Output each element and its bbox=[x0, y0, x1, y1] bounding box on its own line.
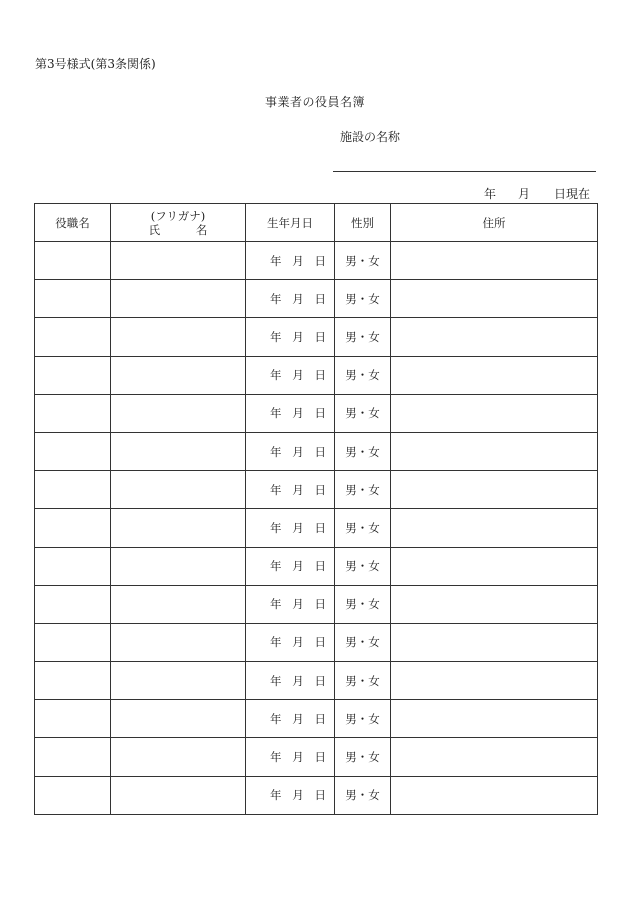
dob-cell[interactable] bbox=[246, 394, 335, 432]
form-number: 第3号様式(第3条関係) bbox=[35, 57, 156, 71]
address-cell[interactable] bbox=[391, 623, 598, 661]
sex-cell[interactable]: 男・女 bbox=[335, 738, 391, 776]
position-cell[interactable] bbox=[35, 509, 111, 547]
dob-day-label: 日 bbox=[314, 635, 326, 650]
dob-month-label: 月 bbox=[292, 711, 304, 726]
sex-cell[interactable]: 男・女 bbox=[335, 547, 391, 585]
address-cell[interactable] bbox=[391, 662, 598, 700]
header-furigana: (フリガナ) bbox=[150, 208, 206, 223]
sex-cell[interactable]: 男・女 bbox=[335, 356, 391, 394]
table-row bbox=[35, 242, 598, 280]
name-cell[interactable] bbox=[111, 394, 246, 432]
dob-year-label: 年 bbox=[270, 253, 282, 268]
name-cell[interactable] bbox=[111, 242, 246, 280]
dob-month-label: 月 bbox=[292, 635, 304, 650]
position-cell[interactable] bbox=[35, 547, 111, 585]
dob-day-label: 日 bbox=[314, 368, 326, 383]
dob-day-label: 日 bbox=[314, 788, 326, 803]
officer-roster-table bbox=[34, 203, 598, 815]
table-row bbox=[35, 471, 598, 509]
dob-cell[interactable] bbox=[246, 318, 335, 356]
dob-cell[interactable] bbox=[246, 471, 335, 509]
dob-day-label: 日 bbox=[314, 444, 326, 459]
position-cell[interactable] bbox=[35, 432, 111, 470]
dob-month-label: 月 bbox=[292, 482, 304, 497]
address-cell[interactable] bbox=[391, 700, 598, 738]
name-cell[interactable] bbox=[111, 738, 246, 776]
address-cell[interactable] bbox=[391, 547, 598, 585]
dob-year-label: 年 bbox=[270, 368, 282, 383]
dob-year-label: 年 bbox=[270, 673, 282, 688]
address-cell[interactable] bbox=[391, 776, 598, 814]
as-of-date bbox=[484, 185, 590, 202]
position-cell[interactable] bbox=[35, 280, 111, 318]
table-header-row bbox=[35, 204, 598, 242]
header-address: 住所 bbox=[391, 204, 598, 242]
dob-cell[interactable] bbox=[246, 432, 335, 470]
position-cell[interactable] bbox=[35, 623, 111, 661]
name-cell[interactable] bbox=[111, 623, 246, 661]
sex-cell[interactable]: 男・女 bbox=[335, 662, 391, 700]
name-cell[interactable] bbox=[111, 432, 246, 470]
table-row bbox=[35, 394, 598, 432]
position-cell[interactable] bbox=[35, 471, 111, 509]
position-cell[interactable] bbox=[35, 776, 111, 814]
dob-cell[interactable] bbox=[246, 700, 335, 738]
name-cell[interactable] bbox=[111, 776, 246, 814]
dob-cell[interactable] bbox=[246, 623, 335, 661]
dob-day-label: 日 bbox=[314, 253, 326, 268]
dob-day-label: 日 bbox=[314, 711, 326, 726]
sex-cell[interactable]: 男・女 bbox=[335, 509, 391, 547]
dob-year-label: 年 bbox=[270, 329, 282, 344]
address-cell[interactable] bbox=[391, 585, 598, 623]
dob-month-label: 月 bbox=[292, 291, 304, 306]
dob-month-label: 月 bbox=[292, 750, 304, 765]
dob-day-label: 日 bbox=[314, 673, 326, 688]
table-row bbox=[35, 585, 598, 623]
dob-year-label: 年 bbox=[270, 291, 282, 306]
dob-day-label: 日 bbox=[314, 597, 326, 612]
table-body bbox=[35, 242, 598, 815]
dob-cell[interactable] bbox=[246, 242, 335, 280]
facility-name-label: 施設の名称 bbox=[340, 130, 401, 144]
dob-cell[interactable] bbox=[246, 509, 335, 547]
dob-year-label: 年 bbox=[270, 597, 282, 612]
table-row bbox=[35, 432, 598, 470]
as-of-day-label: 日現在 bbox=[553, 187, 590, 201]
dob-month-label: 月 bbox=[292, 329, 304, 344]
dob-day-label: 日 bbox=[314, 520, 326, 535]
dob-year-label: 年 bbox=[270, 788, 282, 803]
dob-cell[interactable] bbox=[246, 738, 335, 776]
name-cell[interactable] bbox=[111, 280, 246, 318]
dob-day-label: 日 bbox=[314, 406, 326, 421]
dob-cell[interactable] bbox=[246, 776, 335, 814]
dob-day-label: 日 bbox=[314, 750, 326, 765]
sex-cell[interactable]: 男・女 bbox=[335, 585, 391, 623]
address-cell[interactable] bbox=[391, 394, 598, 432]
name-cell[interactable] bbox=[111, 662, 246, 700]
address-cell[interactable] bbox=[391, 509, 598, 547]
dob-day-label: 日 bbox=[314, 482, 326, 497]
table-row bbox=[35, 776, 598, 814]
dob-month-label: 月 bbox=[292, 673, 304, 688]
sex-cell[interactable]: 男・女 bbox=[335, 432, 391, 470]
dob-month-label: 月 bbox=[292, 406, 304, 421]
table-row bbox=[35, 509, 598, 547]
position-cell[interactable] bbox=[35, 356, 111, 394]
dob-year-label: 年 bbox=[270, 635, 282, 650]
name-cell[interactable] bbox=[111, 471, 246, 509]
header-name-label: 氏 名 bbox=[148, 222, 224, 237]
position-cell[interactable] bbox=[35, 394, 111, 432]
address-cell[interactable] bbox=[391, 471, 598, 509]
dob-cell[interactable] bbox=[246, 662, 335, 700]
name-cell[interactable] bbox=[111, 318, 246, 356]
dob-month-label: 月 bbox=[292, 559, 304, 574]
dob-year-label: 年 bbox=[270, 482, 282, 497]
dob-month-label: 月 bbox=[292, 253, 304, 268]
dob-cell[interactable] bbox=[246, 280, 335, 318]
table-row bbox=[35, 356, 598, 394]
position-cell[interactable] bbox=[35, 242, 111, 280]
sex-cell[interactable]: 男・女 bbox=[335, 700, 391, 738]
document-title: 事業者の役員名簿 bbox=[264, 95, 365, 109]
dob-year-label: 年 bbox=[270, 444, 282, 459]
sex-cell[interactable]: 男・女 bbox=[335, 471, 391, 509]
table-row bbox=[35, 700, 598, 738]
address-cell[interactable] bbox=[391, 280, 598, 318]
address-cell[interactable] bbox=[391, 432, 598, 470]
header-sex: 性別 bbox=[335, 204, 391, 242]
sex-cell[interactable]: 男・女 bbox=[335, 318, 391, 356]
as-of-month-label: 月 bbox=[517, 187, 530, 201]
dob-year-label: 年 bbox=[270, 559, 282, 574]
position-cell[interactable] bbox=[35, 318, 111, 356]
dob-day-label: 日 bbox=[314, 291, 326, 306]
facility-name-line[interactable] bbox=[333, 171, 596, 172]
dob-day-label: 日 bbox=[314, 329, 326, 344]
sex-cell[interactable]: 男・女 bbox=[335, 242, 391, 280]
sex-cell[interactable]: 男・女 bbox=[335, 394, 391, 432]
sex-cell[interactable]: 男・女 bbox=[335, 776, 391, 814]
name-cell[interactable] bbox=[111, 585, 246, 623]
name-cell[interactable] bbox=[111, 356, 246, 394]
name-cell[interactable] bbox=[111, 509, 246, 547]
table-row bbox=[35, 280, 598, 318]
dob-cell[interactable] bbox=[246, 356, 335, 394]
sex-cell[interactable]: 男・女 bbox=[335, 280, 391, 318]
dob-month-label: 月 bbox=[292, 788, 304, 803]
dob-year-label: 年 bbox=[270, 406, 282, 421]
position-cell[interactable] bbox=[35, 700, 111, 738]
header-dob: 生年月日 bbox=[246, 204, 335, 242]
dob-year-label: 年 bbox=[270, 711, 282, 726]
dob-month-label: 月 bbox=[292, 444, 304, 459]
table-row bbox=[35, 623, 598, 661]
header-name bbox=[111, 204, 246, 242]
dob-day-label: 日 bbox=[314, 559, 326, 574]
table-row bbox=[35, 547, 598, 585]
as-of-year-label: 年 bbox=[483, 187, 496, 201]
sex-cell[interactable]: 男・女 bbox=[335, 623, 391, 661]
dob-year-label: 年 bbox=[270, 520, 282, 535]
dob-cell[interactable] bbox=[246, 547, 335, 585]
dob-month-label: 月 bbox=[292, 520, 304, 535]
dob-month-label: 月 bbox=[292, 368, 304, 383]
header-position: 役職名 bbox=[35, 204, 111, 242]
table-row bbox=[35, 318, 598, 356]
table-row bbox=[35, 738, 598, 776]
name-cell[interactable] bbox=[111, 700, 246, 738]
address-cell[interactable] bbox=[391, 738, 598, 776]
dob-month-label: 月 bbox=[292, 597, 304, 612]
name-cell[interactable] bbox=[111, 547, 246, 585]
position-cell[interactable] bbox=[35, 662, 111, 700]
address-cell[interactable] bbox=[391, 318, 598, 356]
dob-year-label: 年 bbox=[270, 750, 282, 765]
table-row bbox=[35, 662, 598, 700]
position-cell[interactable] bbox=[35, 738, 111, 776]
dob-cell[interactable] bbox=[246, 585, 335, 623]
address-cell[interactable] bbox=[391, 242, 598, 280]
address-cell[interactable] bbox=[391, 356, 598, 394]
position-cell[interactable] bbox=[35, 585, 111, 623]
